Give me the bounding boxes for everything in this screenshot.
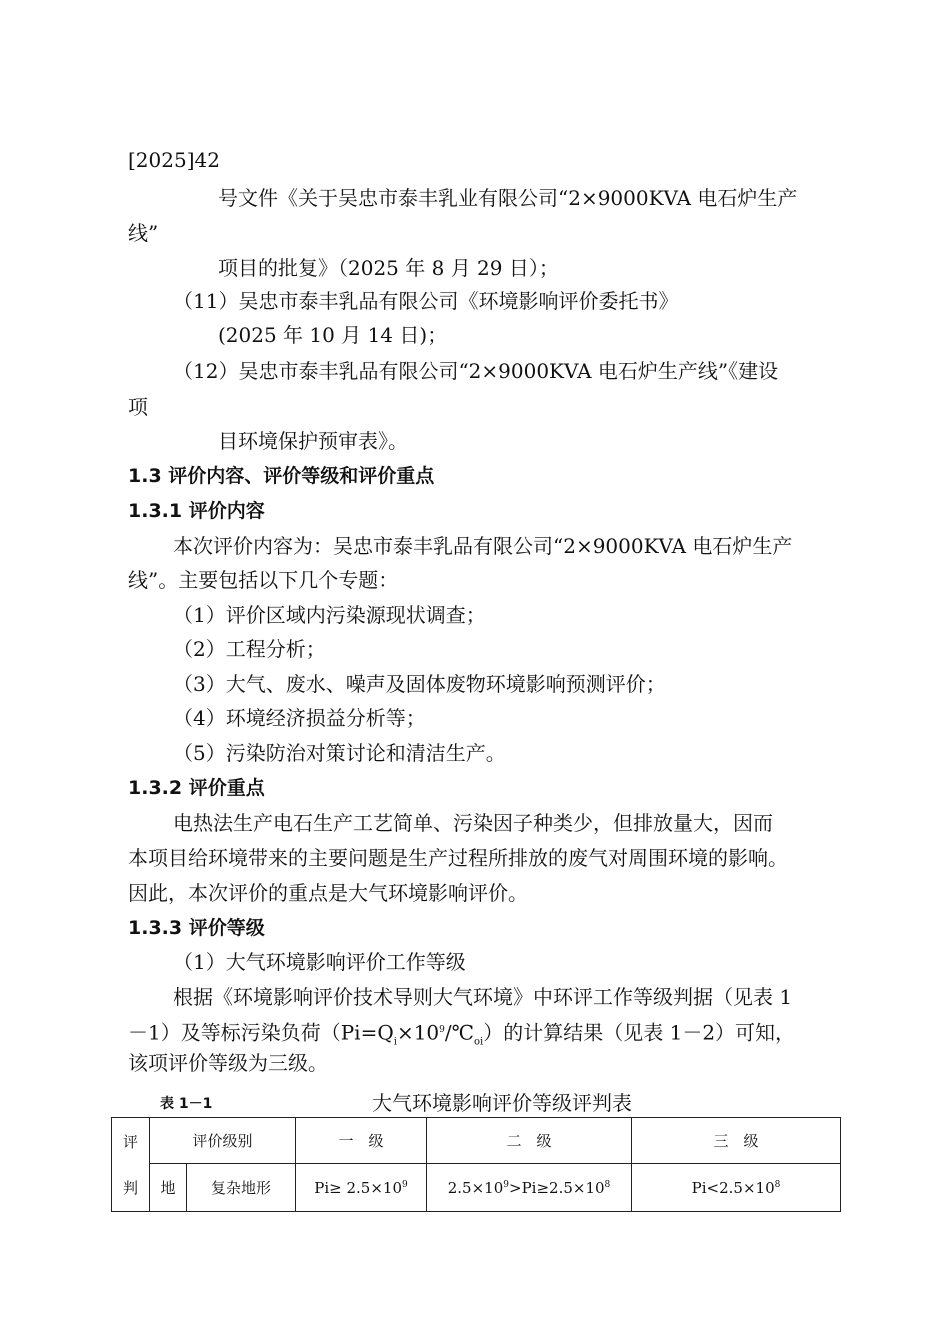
paragraph-line: 该项评价等级为三级。	[128, 1051, 328, 1075]
paragraph-line: 本次评价内容为：吴忠市泰丰乳品有限公司“2×9000KVA 电石炉生产	[173, 534, 793, 558]
list-item: （4）环境经济损益分析等；	[173, 706, 426, 730]
judge-cell	[112, 1118, 150, 1212]
formula-superscript: 9	[439, 1025, 445, 1035]
table-row	[112, 1164, 841, 1212]
criterion-text: Pi<2.5×10	[691, 1178, 775, 1197]
grade-3-criterion	[632, 1164, 841, 1212]
header-grade-2: 二 级	[427, 1118, 632, 1164]
formula-text: /℃	[444, 1020, 475, 1045]
criterion-text: >Pi≥2.5×10	[509, 1178, 605, 1197]
criterion-exponent: 9	[402, 1179, 408, 1190]
paragraph-line: 因此，本次评价的重点是大气环境影响评价。	[128, 881, 528, 905]
table-caption-number: 表 1－1	[160, 1096, 213, 1112]
grade-1-criterion	[296, 1164, 427, 1212]
criterion-exponent: 8	[774, 1179, 781, 1190]
formula-text: ×10	[396, 1020, 440, 1045]
list-item: （3）大气、废水、噪声及固体废物环境影响预测评价；	[173, 672, 666, 696]
header-level: 评价级别	[150, 1118, 296, 1164]
section-heading: 1.3 评价内容、评价等级和评价重点	[128, 465, 435, 487]
list-item: （1）评价区域内污染源现状调查；	[173, 603, 486, 627]
paragraph-line: （1）大气环境影响评价工作等级	[173, 950, 466, 974]
paragraph-line: 线”。主要包括以下几个专题：	[128, 568, 399, 592]
text-line: （12）吴忠市泰丰乳品有限公司“2×9000KVA 电石炉生产线”《建设	[173, 359, 779, 383]
grade-2-criterion	[427, 1164, 632, 1212]
criterion-exponent: 8	[604, 1179, 611, 1190]
table-row	[112, 1118, 841, 1164]
terrain-label: 地	[150, 1164, 187, 1212]
formula-text: ）的计算结果（见表 1－2）可知，	[483, 1020, 796, 1045]
formula-subscript: oi	[474, 1036, 484, 1048]
list-item: （5）污染防治对策讨论和清洁生产。	[173, 741, 506, 765]
subsection-heading: 1.3.3 评价等级	[128, 917, 265, 939]
grade-table	[111, 1117, 841, 1212]
list-item: （2）工程分析；	[173, 637, 326, 661]
formula-subscript: i	[393, 1036, 397, 1048]
table-caption-title: 大气环境影响评价等级评判表	[372, 1091, 632, 1115]
paragraph-line: 电热法生产电石生产工艺简单、污染因子种类少，但排放量大，因而	[173, 811, 773, 835]
criterion-exponent: 9	[503, 1179, 509, 1190]
text-line: (2025 年 10 月 14 日)；	[218, 323, 448, 347]
judge-char: 判	[122, 1178, 138, 1197]
subsection-heading: 1.3.1 评价内容	[128, 500, 265, 522]
text-line: 目环境保护预审表》。	[218, 429, 408, 453]
text-line: 项	[128, 395, 148, 419]
subsection-heading: 1.3.2 评价重点	[128, 777, 265, 799]
header-grade-3: 三 级	[632, 1118, 841, 1164]
judge-char: 评	[122, 1132, 138, 1151]
criterion-text: Pi≥ 2.5×10	[314, 1178, 403, 1197]
terrain-type: 复杂地形	[187, 1164, 296, 1212]
text-line: 项目的批复》（2025 年 8 月 29 日）；	[218, 256, 559, 280]
text-line: （11）吴忠市泰丰乳品有限公司《环境影响评价委托书》	[173, 289, 679, 313]
text-line: 线”	[128, 221, 159, 245]
paragraph-line: 本项目给环境带来的主要问题是生产过程所排放的废气对周围环境的影响。	[128, 846, 788, 870]
formula-text: －1）及等标污染负荷（Pi=Q	[128, 1020, 394, 1045]
text-line: [2025]42	[128, 148, 220, 172]
criterion-text: 2.5×10	[447, 1178, 504, 1197]
paragraph-line: 根据《环境影响评价技术导则大气环境》中环评工作等级判据（见表 1	[173, 985, 793, 1009]
header-grade-1: 一 级	[296, 1118, 427, 1164]
text-line: 号文件《关于吴忠市泰丰乳业有限公司“2×9000KVA 电石炉生产	[218, 186, 798, 210]
